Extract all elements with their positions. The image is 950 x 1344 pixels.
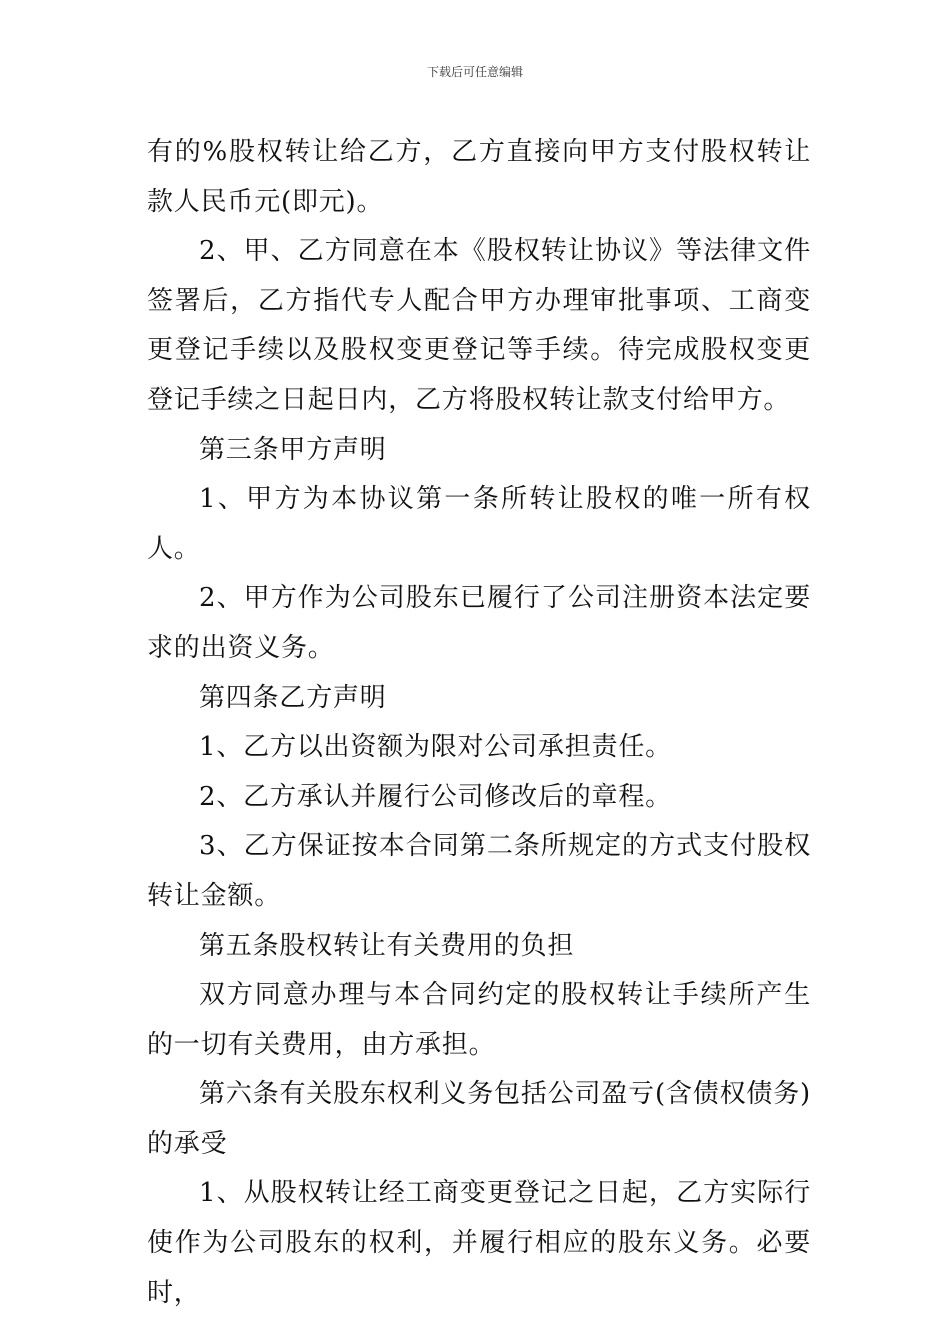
heading-article-6: 第六条有关股东权利义务包括公司盈亏(含债权债务)的承受 bbox=[147, 1079, 811, 1159]
heading-article-3: 第三条甲方声明 bbox=[199, 434, 387, 465]
paragraph-article-5-body: 双方同意办理与本合同约定的股权转让手续所产生的一切有关费用，由方承担。 bbox=[147, 980, 811, 1060]
heading-article-5: 第五条股权转让有关费用的负担 bbox=[199, 930, 575, 961]
document-body bbox=[147, 128, 811, 1318]
paragraph-clause-6-1: 1、从股权转让经工商变更登记之日起，乙方实际行使作为公司股东的权利，并履行相应的股东义务。必要时， bbox=[147, 1178, 811, 1308]
page-header-note: 下载后可任意编辑 bbox=[426, 65, 523, 79]
paragraph-clause-3-2: 2、甲方作为公司股东已履行了公司注册资本法定要求的出资义务。 bbox=[147, 583, 811, 663]
paragraph-clause-4-2: 2、乙方承认并履行公司修改后的章程。 bbox=[199, 781, 672, 812]
paragraph-transfer-payment: 有的%股权转让给乙方，乙方直接向甲方支付股权转让款人民币元(即元)。 bbox=[147, 137, 811, 217]
paragraph-clause-4-3: 3、乙方保证按本合同第二条所规定的方式支付股权转让金额。 bbox=[147, 831, 811, 911]
paragraph-clause-4-1: 1、乙方以出资额为限对公司承担责任。 bbox=[199, 732, 672, 763]
paragraph-clause-2-2: 2、甲、乙方同意在本《股权转让协议》等法律文件签署后，乙方指代专人配合甲方办理审批事项、工商变更登记手续以及股权变更登记等手续。待完成股权变更登记手续之日起日内，乙方将股权转让款支付给甲方。 bbox=[147, 236, 811, 415]
heading-article-4: 第四条乙方声明 bbox=[199, 682, 387, 713]
paragraph-clause-3-1: 1、甲方为本协议第一条所转让股权的唯一所有权人。 bbox=[147, 484, 811, 564]
